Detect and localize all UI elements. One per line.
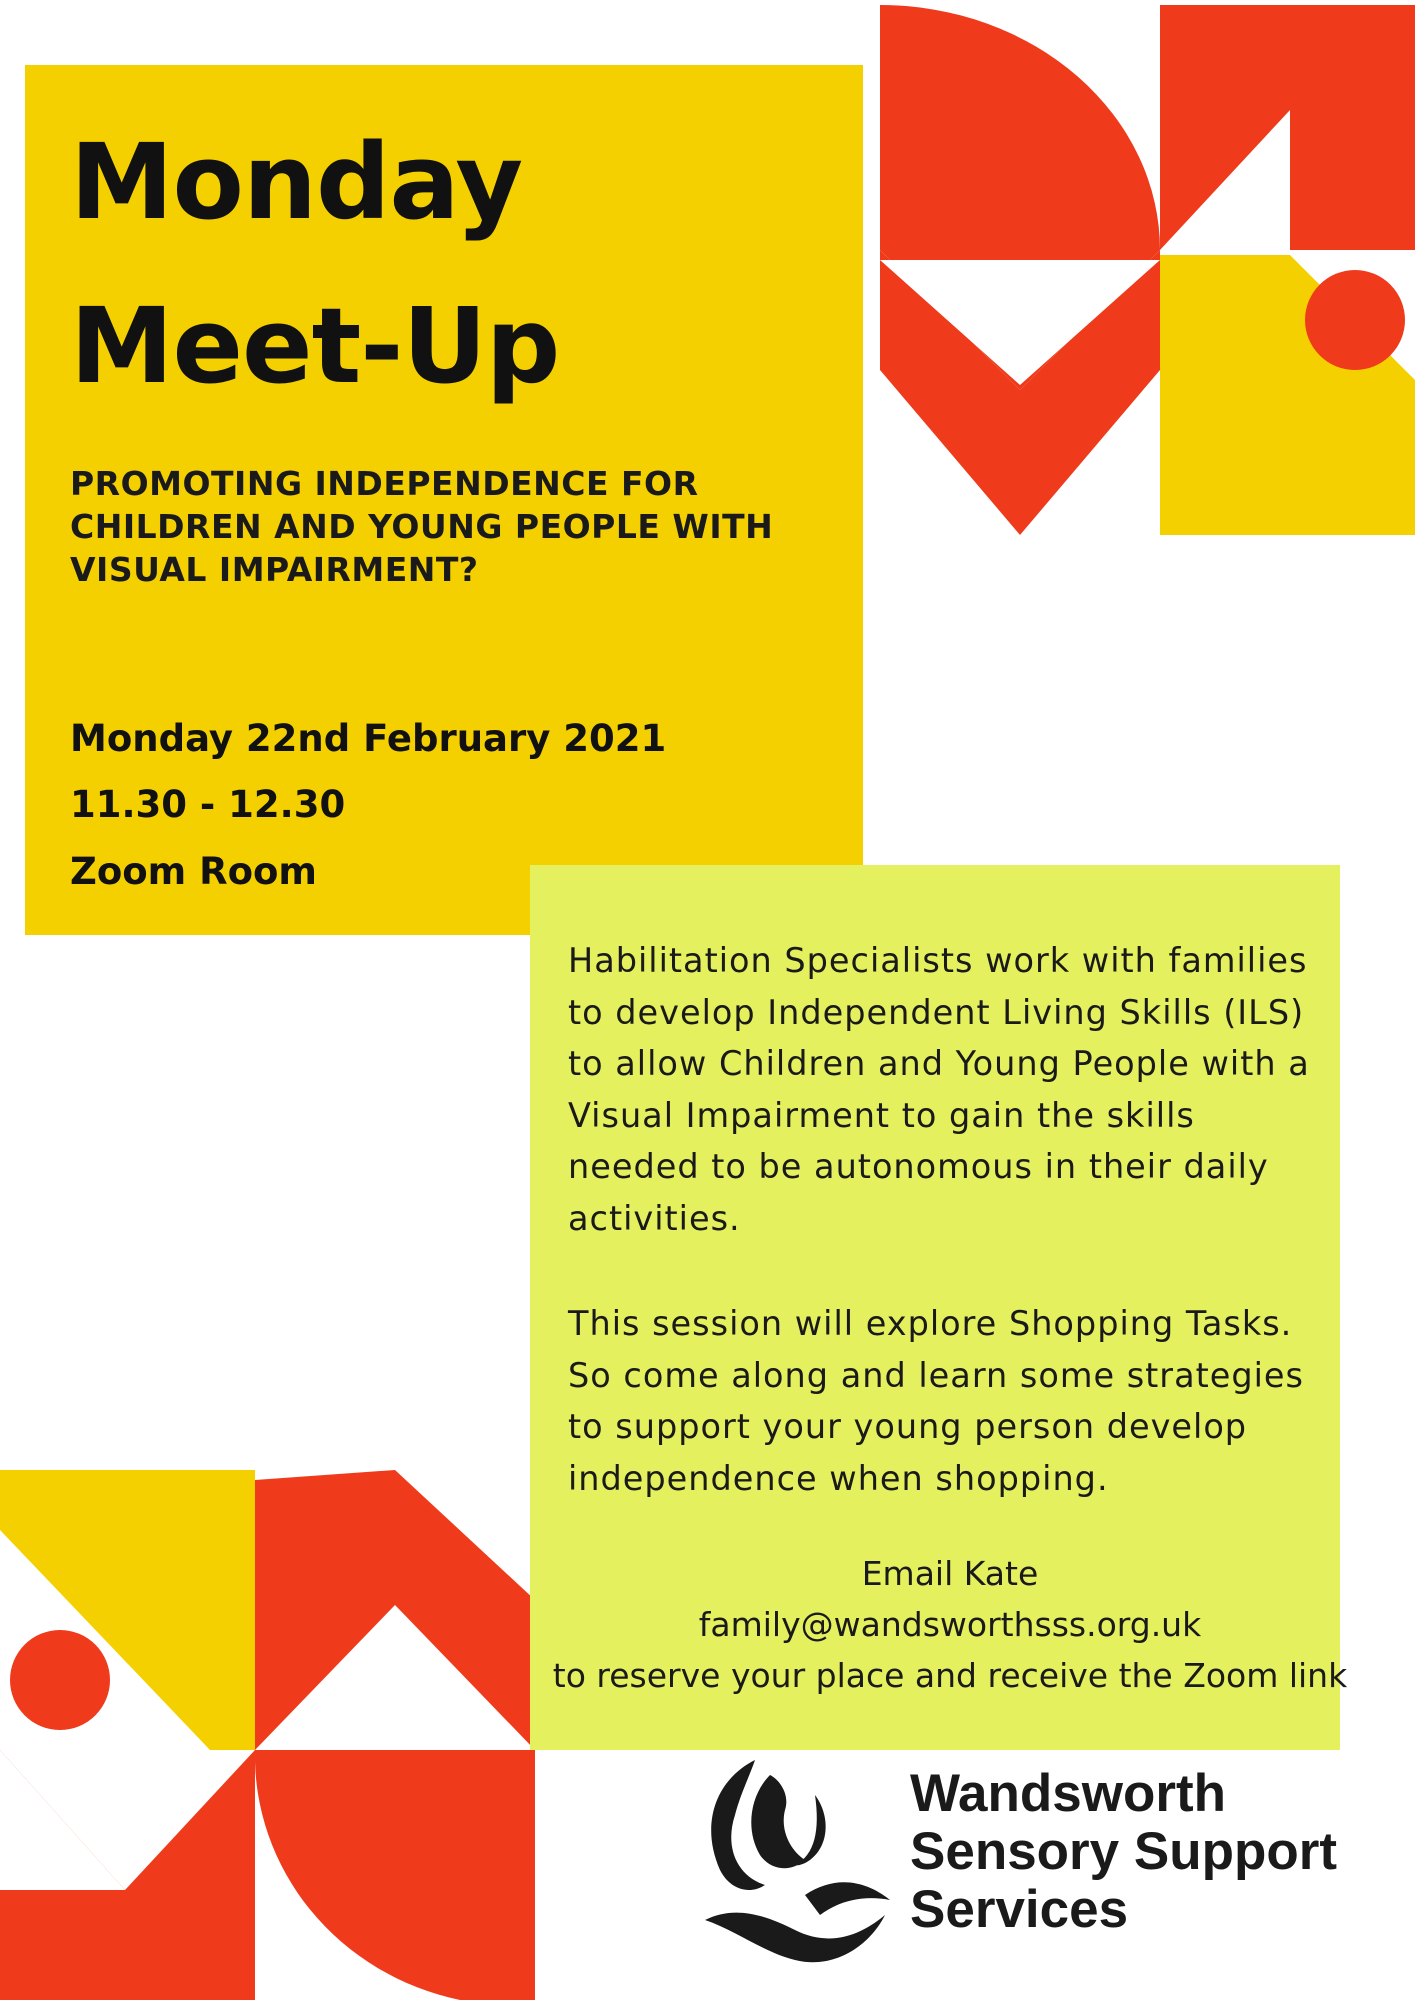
red-quarter-shape <box>880 5 1160 250</box>
event-time: 11.30 - 12.30 <box>70 783 346 826</box>
event-venue: Zoom Room <box>70 850 317 893</box>
contact-email[interactable]: family@wandsworthsss.org.uk <box>698 1605 1202 1644</box>
organisation-name: Wandsworth Sensory Support Services <box>910 1764 1338 1939</box>
bottom-left-geometric-pattern <box>0 1470 540 2000</box>
red-quarter-shape-2 <box>255 1750 535 2000</box>
top-right-geometric-pattern <box>870 0 1415 540</box>
poster-title: Monday Meet-Up <box>70 121 560 407</box>
red-dot-shape-2 <box>10 1630 110 1730</box>
event-date: Monday 22nd February 2021 <box>70 717 667 760</box>
contact-name: Email Kate <box>861 1554 1039 1593</box>
organisation-logo-icon <box>695 1755 895 1970</box>
description-paragraph: Habilitation Specialists work with families to develop Independent Living Skills (ILS) to allow Children and Young People with a Visual Impairment to gain the skills needed to be autonomous in their daily activities. <box>568 941 1310 1238</box>
poster-subtitle: PROMOTING INDEPENDENCE FOR CHILDREN AND YOUNG PEOPLE WITH VISUAL IMPAIRMENT? <box>70 464 774 589</box>
contact-action: to reserve your place and receive the Zoom link <box>552 1656 1348 1695</box>
red-dot-shape <box>1305 270 1405 370</box>
red-chevron-shape <box>1160 5 1415 250</box>
white-v-shape <box>0 1750 125 1890</box>
session-paragraph: This session will explore Shopping Tasks. So come along and learn some strategies to support your young person develop independence when shopping. <box>568 1304 1304 1498</box>
